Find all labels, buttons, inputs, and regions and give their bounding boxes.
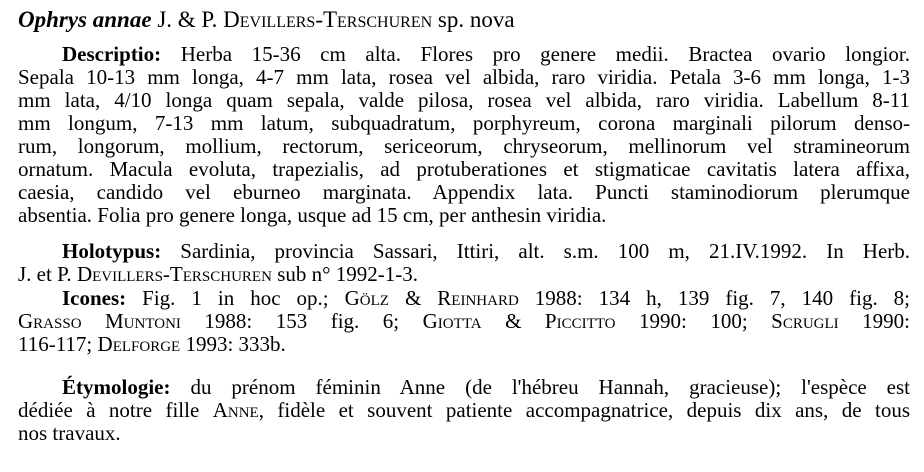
reference-author: Scrugli <box>771 309 839 333</box>
descriptio-line: mm longum, 7-13 mm latum, subquadratum, porphyreum, corona marginali pilorum denso- <box>18 111 910 135</box>
dedicatee-name: Anne <box>212 398 259 422</box>
etymologie-line: nos travaux. <box>18 421 121 445</box>
descriptio-line: Descriptio: Herba 15-36 cm alta. Flores pro genere medii. Bractea ovario longior. <box>62 42 910 66</box>
reference-author: Delforge <box>97 332 181 356</box>
icones-label: Icones: <box>62 286 127 310</box>
descriptio-line: ornatum. Macula evoluta, trapezialis, ad protuberationes et stigmaticae cavitatis latera affixa, <box>18 157 910 181</box>
descriptio-line: absentia. Folia pro genere longa, usque ad 15 cm, per anthesin viridia. <box>18 203 607 227</box>
species-name: Ophrys annae <box>18 7 152 32</box>
etymologie-label: Étymologie: <box>62 375 171 399</box>
icones-line: Grasso Muntoni 1988: 153 fig. 6; Giotta & Piccitto 1990: 100; Scrugli 1990: <box>18 309 911 333</box>
descriptio-line: caesia, candido vel eburneo marginata. Appendix lata. Puncti staminodiorum plerumque <box>18 180 910 204</box>
holotypus-authors: Devillers-Terschuren <box>76 262 272 286</box>
authors-name: Devillers-Terschuren <box>223 7 433 32</box>
taxon-status: sp. nova <box>437 7 515 32</box>
holotypus-line: Holotypus: Sardinia, provincia Sassari, Ittiri, alt. s.m. 100 m, 21.IV.1992. In Herb. <box>62 239 911 263</box>
etymologie-line: Étymologie: du prénom féminin Anne (de l'hébreu Hannah, gracieuse); l'espèce est <box>62 375 911 399</box>
descriptio-line: rum, longorum, mollium, rectorum, sericeorum, chryseorum, mellinorum vel stramineorum <box>18 134 910 158</box>
holotypus-label: Holotypus: <box>62 239 162 263</box>
icones-line: Icones: Fig. 1 in hoc op.; Gölz & Reinhard 1988: 134 h, 139 fig. 7, 140 fig. 8; <box>62 286 911 310</box>
reference-author: Grasso Muntoni <box>18 309 181 333</box>
descriptio-label: Descriptio: <box>62 42 162 66</box>
descriptio-line: Sepala 10-13 mm longa, 4-7 mm lata, rosea vel albida, raro viridia. Petala 3-6 mm longa, 1-3 <box>18 65 910 89</box>
reference-author: Gölz & Reinhard <box>344 286 519 310</box>
holotypus-line: J. et P. Devillers-Terschuren sub n° 1992-1-3. <box>18 262 418 286</box>
authors-initials: J. & P. <box>157 7 218 32</box>
species-title <box>18 7 910 32</box>
icones-line: 116-117; Delforge 1993: 333b. <box>18 332 286 356</box>
reference-author: Giotta & Piccitto <box>422 309 616 333</box>
descriptio-line: mm lata, 4/10 longa quam sepala, valde pilosa, rosea vel albida, raro viridia. Labellum 8-11 <box>18 88 910 112</box>
etymologie-line: dédiée à notre fille Anne, fidèle et souvent patiente accompagnatrice, depuis dix ans, de tous <box>18 398 910 422</box>
